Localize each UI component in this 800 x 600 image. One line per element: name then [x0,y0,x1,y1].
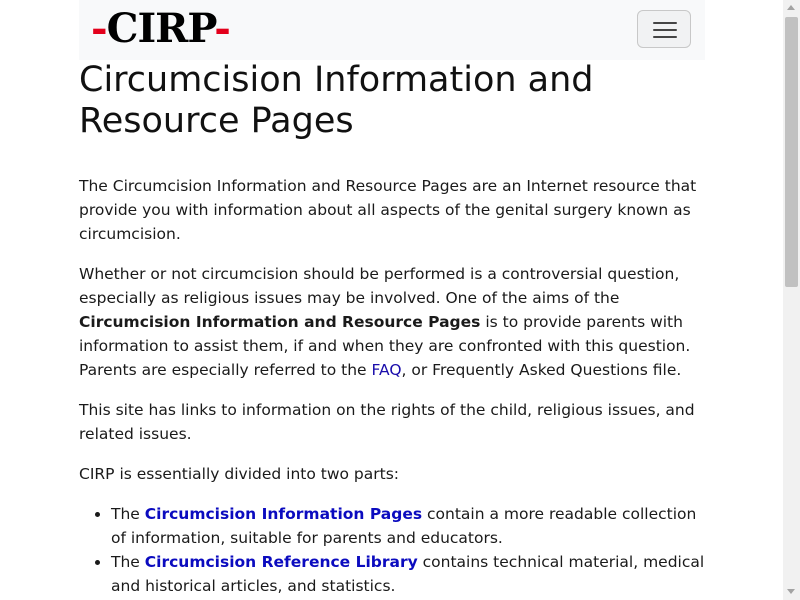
vertical-scrollbar[interactable] [783,0,800,600]
faq-link[interactable]: FAQ [371,361,402,379]
list-item [111,502,705,550]
navbar [79,0,705,60]
list-item-suffix: contains technical material, medical and historical articles, and statistics. [111,553,705,595]
reference-library-link[interactable]: Circumcision Reference Library [144,553,418,571]
main-content [79,174,705,598]
information-pages-link[interactable]: Circumcision Information Pages [144,505,423,523]
aims-bold-text: Circumcision Information and Resource Pages [79,313,481,331]
intro-paragraph: The Circumcision Information and Resource Pages are an Internet resource that provide you with information about all aspects of the genital surgery known as circumcision. [79,177,697,243]
page-title: Circumcision Information and Resource Pages [79,60,594,141]
hamburger-icon [653,22,677,38]
menu-toggle-button[interactable] [637,10,691,48]
logo-dash-left: - [91,5,107,52]
list-item-suffix: contain a more readable collection of information, suitable for parents and educators. [111,505,697,547]
list-item-prefix: The [111,553,145,571]
scroll-down-arrow-icon[interactable] [783,583,800,600]
aims-paragraph [79,262,705,382]
aims-text-2: is to provide parents with information to assist them, if and when they are confronted with this question. Parents are especially referred to the [79,313,691,379]
site-logo[interactable] [91,5,230,52]
parts-list [79,502,705,598]
list-item [111,550,705,598]
parts-paragraph: CIRP is essentially divided into two parts: [79,465,400,483]
aims-text-1: Whether or not circumcision should be performed is a controversial question, especially as religious issues may be involved. One of the aims of the [79,265,680,307]
scroll-up-arrow-icon[interactable] [783,0,800,17]
logo-text: CIRP [106,5,215,52]
logo-dash-right: - [214,5,230,52]
list-item-prefix: The [111,505,145,523]
scrollbar-thumb[interactable] [785,17,798,287]
aims-text-3: , or Frequently Asked Questions file. [401,361,682,379]
links-paragraph: This site has links to information on the rights of the child, religious issues, and related issues. [79,401,695,443]
